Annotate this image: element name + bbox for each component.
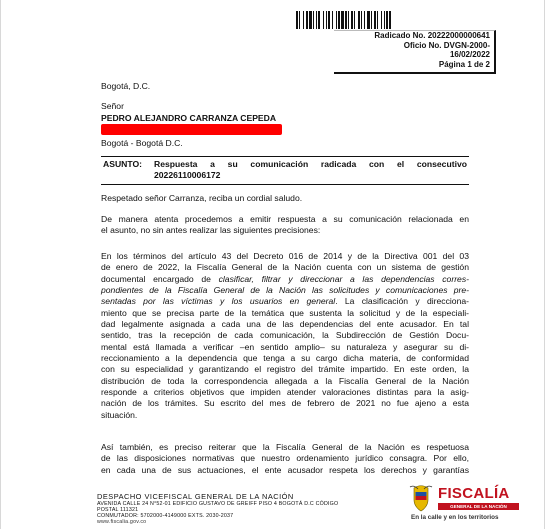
paragraph-line: con su especialidad y garantizando el registro del trámite impartido. En este orden, la (101, 364, 469, 375)
paragraph-line: distribución de toda la correspondencia allegada a la Fiscalía General de la Nación (101, 375, 469, 386)
asunto-line-2: 20226110006172 (154, 170, 221, 180)
footer-postal: POSTAL 111321 (97, 507, 139, 513)
barcode-bar (391, 11, 392, 29)
paragraph-span: . La clasificación y direcciona- (335, 296, 469, 307)
paragraph-span: documental encargado de (101, 273, 219, 284)
paragraph-closing (101, 442, 469, 476)
paragraph-line: de las disposiciones normativas que nuestro ordenamiento jurídico consagra. Por ello, (101, 453, 469, 464)
paragraph-line: el asunto, no sin antes realizar las siguientes precisiones: (101, 225, 321, 236)
page-number: Página 1 de 2 (438, 59, 490, 69)
radicado-number: Radicado No. 20222000000641 (374, 31, 490, 40)
paragraph-line: En los términos del artículo 43 del Decreto 016 de 2014 y de la Directiva 001 del 03 (101, 251, 469, 261)
footer-address: AVENIDA CALLE 24 N°52-01 EDIFICIO GUSTAVO DE GREIFF PISO 4 BOGOTÁ D.C CÓDIGO (97, 501, 339, 507)
paragraph-line: reccionamiento a la dependencia que tenga a su cargo dicha materia, de conformidad (101, 353, 469, 364)
paragraph-line: dad legalmente asignada a cada una de las dependencias del ente acusador. En tal (101, 319, 469, 330)
asunto-text (154, 159, 467, 181)
paragraph-line: sentido, tras la recepción de cada comunicación, la Subdirección de Gestión Docu- (101, 330, 469, 341)
paragraph-line: mental está llamada a verificar –en sentido amplio– su naturaleza y asegurar su di- (101, 341, 469, 352)
logo-title: FISCALÍA (438, 485, 510, 502)
paragraph-emphasis: pondientes de la Fiscalía General de la Nación las solicitudes y comunicaciones pre- (101, 285, 469, 296)
oficio-date: 16/02/2022 (449, 50, 490, 60)
paragraph-line (101, 296, 469, 307)
radicado-box (334, 30, 496, 74)
footer-office: DESPACHO VICEFISCAL GENERAL DE LA NACIÓN (97, 492, 294, 501)
asunto-label: ASUNTO: (103, 159, 142, 169)
recipient-city: Bogotá - Bogotá D.C. (101, 138, 183, 148)
paragraph-emphasis: clasificar, filtrar y direccionar a las dependencias corres- (218, 273, 469, 284)
paragraph-emphasis: sentadas por las víctimas y los usuarios en general (101, 296, 336, 307)
paragraph-line: De manera atenta procedemos a emitir respuesta a su comunicación relacionada en (101, 214, 469, 224)
paragraph-line (101, 274, 469, 285)
paragraph-line: nación de los trámites. Su escrito del mes de febrero de 2021 no fue ajeno a esta (101, 398, 469, 409)
paragraph-line: situación. (101, 409, 138, 420)
oficio-number: Oficio No. DVGN-2000- (403, 40, 490, 50)
footer-website[interactable]: www.fiscalia.gov.co (97, 519, 147, 525)
redaction-mark (101, 124, 282, 135)
logo-subtitle: GENERAL DE LA NACIÓN (438, 503, 519, 510)
paragraph-body (101, 251, 469, 421)
paragraph-line (101, 285, 469, 296)
paragraph-line: responde a criterios objetivos que impiden atender valoraciones distintas para la asig- (101, 387, 469, 398)
paragraph-line: en cada una de sus actuaciones, el ente acusador respeta los derechos y garantías (101, 464, 469, 475)
barcode (296, 11, 468, 29)
city-date: Bogotá, D.C. (101, 81, 151, 91)
paragraph-intro (101, 214, 469, 237)
greeting: Respetado señor Carranza, reciba un cordial saludo. (101, 193, 303, 203)
paragraph-line: de enero de 2022, la Fiscalía General de la Nación cuenta con un sistema de gestión (101, 262, 469, 273)
paragraph-line: miento que se precisa parte de la temática que sustenta la solicitud y de la especiali- (101, 307, 469, 318)
logo-tagline: En la calle y en los territorios (411, 514, 499, 521)
footer-phone: CONMUTADOR: 5702000-4149000 EXTS. 2030-2037 (97, 513, 234, 519)
asunto-line-1: Respuesta a su comunicación radicada con el consecutivo (154, 159, 467, 169)
coat-of-arms-icon (410, 486, 432, 511)
salutation-to: Señor (101, 101, 124, 111)
recipient-name: PEDRO ALEJANDRO CARRANZA CEPEDA (101, 113, 277, 123)
paragraph-line: Así también, es preciso reiterar que la Fiscalía General de la Nación es respetuosa (101, 442, 469, 452)
